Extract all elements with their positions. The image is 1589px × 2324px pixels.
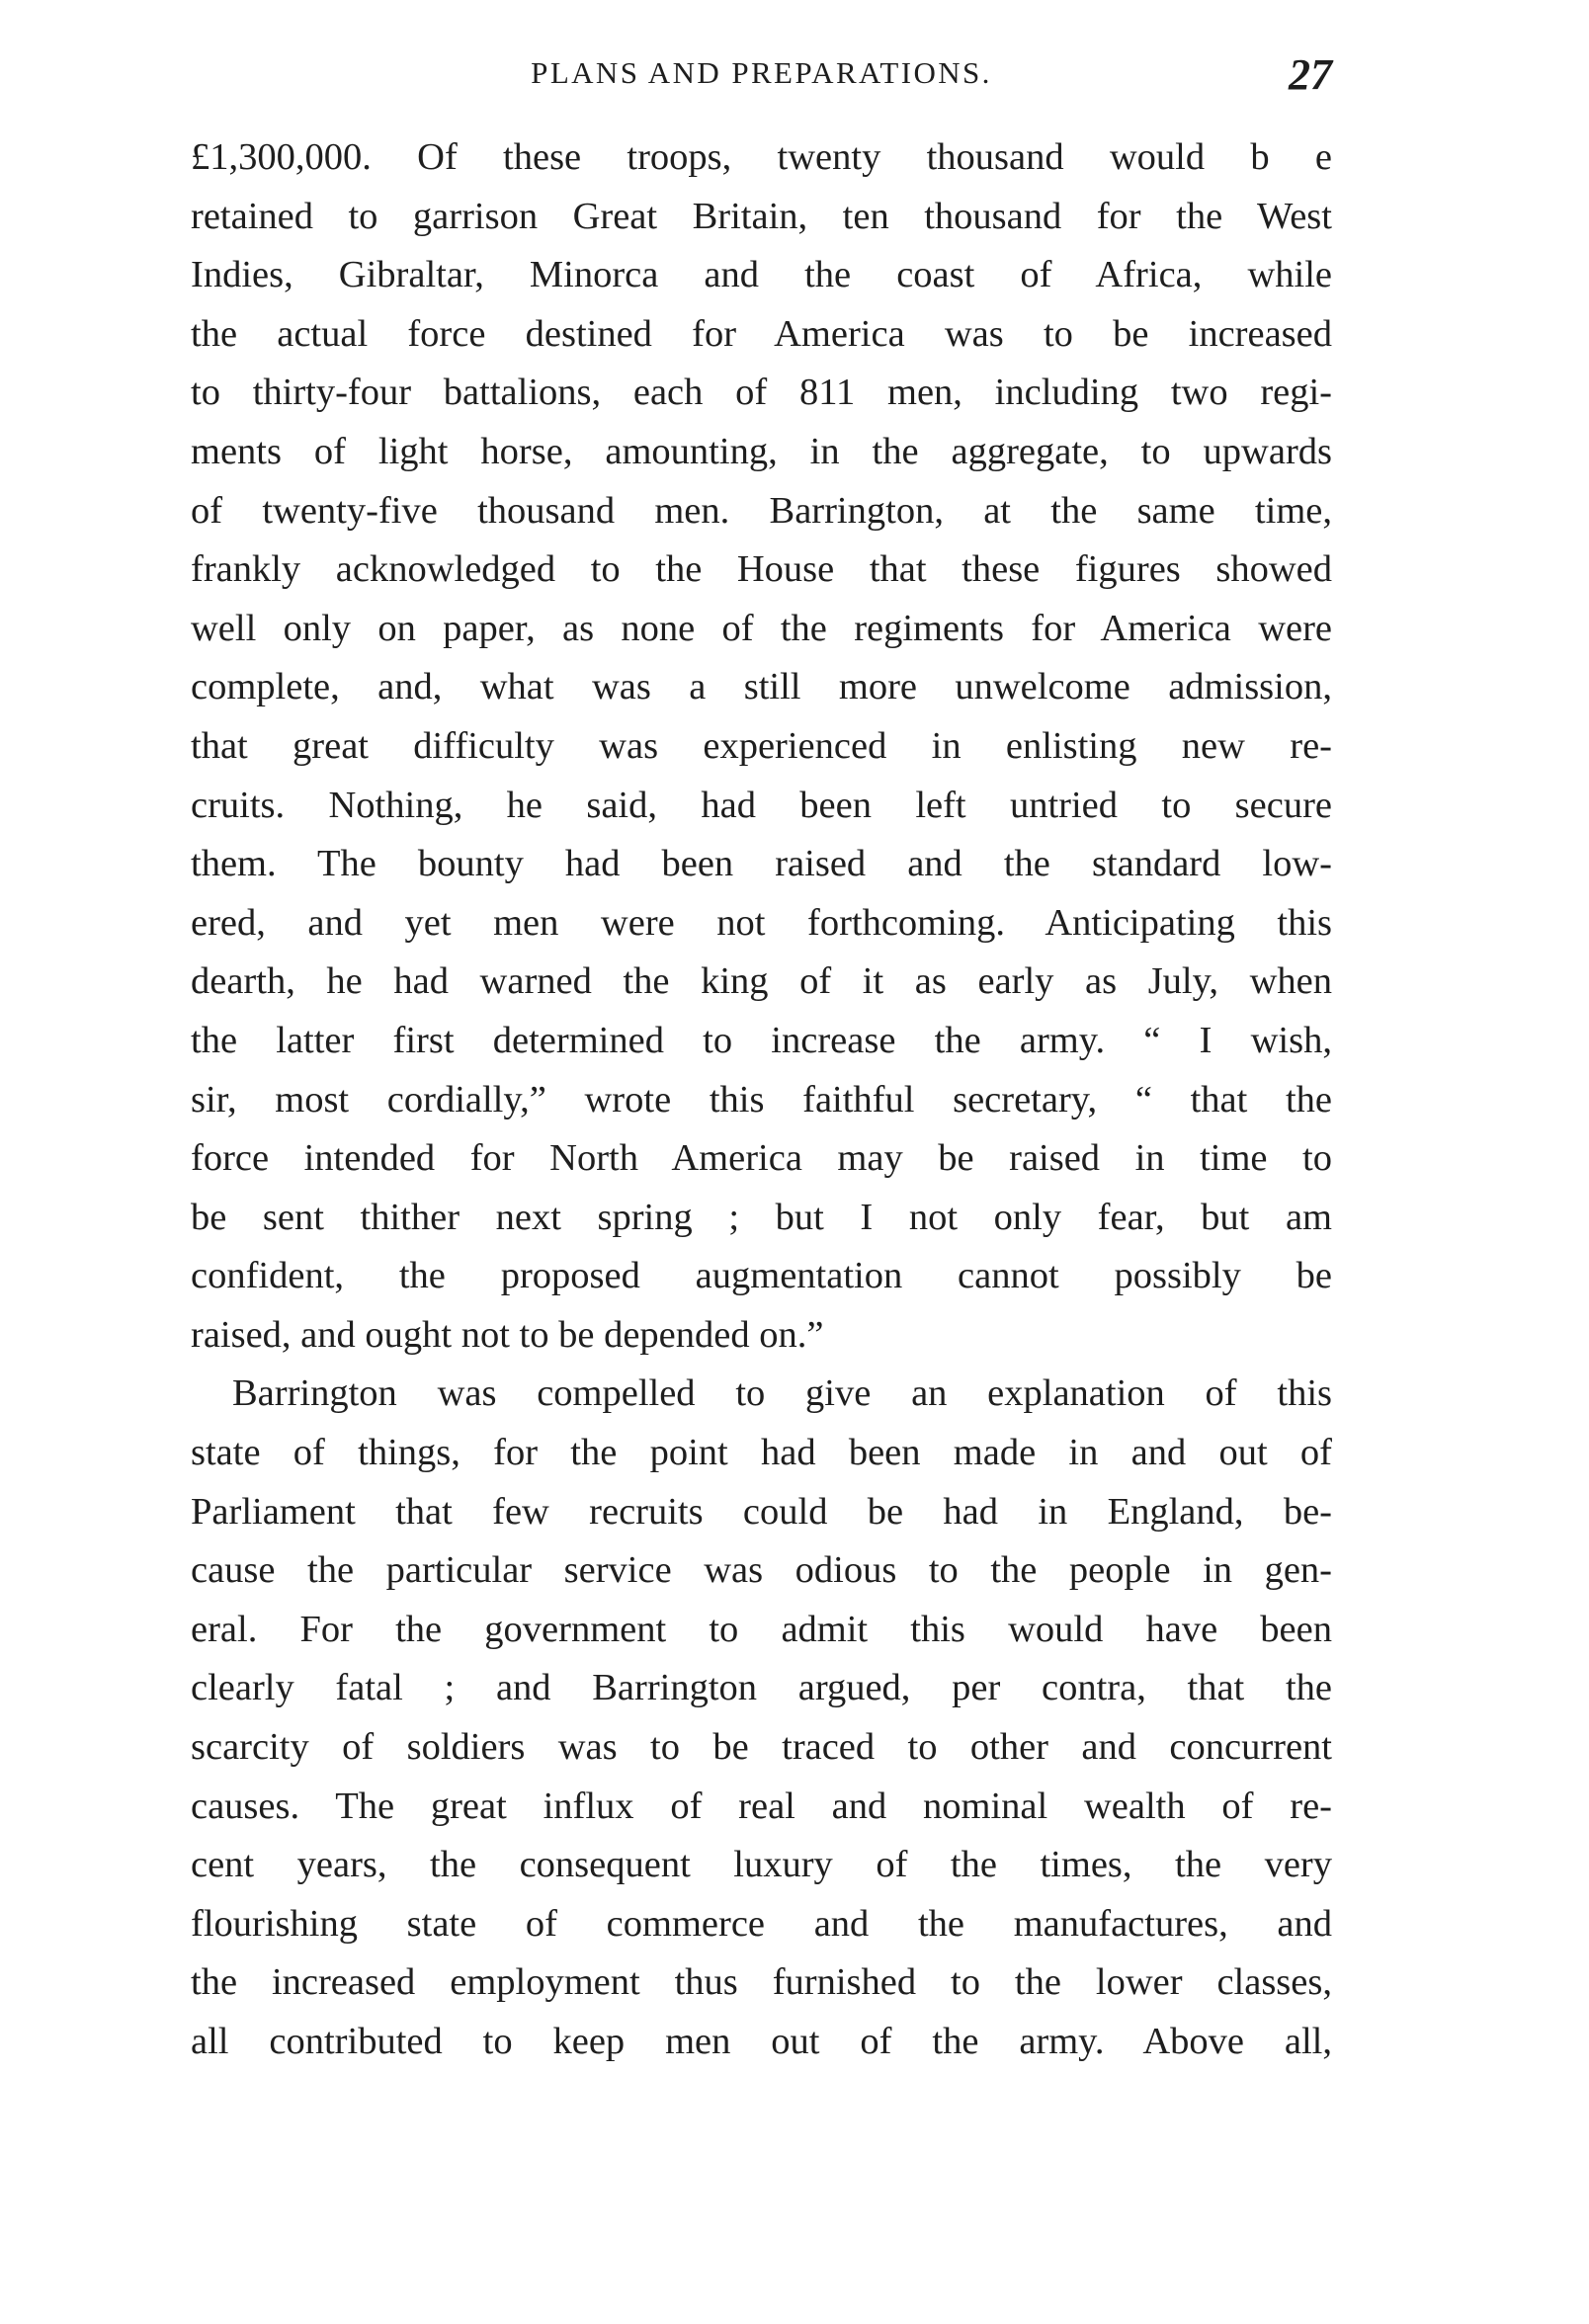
text-line: complete, and, what was a still more unwelcome admission,	[191, 666, 1332, 708]
text-line: confident, the proposed augmentation cannot possibly be	[191, 1255, 1332, 1297]
text-line: cruits. Nothing, he said, had been left untried to secure	[191, 784, 1332, 826]
text-line: causes. The great influx of real and nominal wealth of re-	[191, 1784, 1332, 1827]
text-line: be sent thither next spring ; but I not only fear, but am	[191, 1196, 1332, 1238]
text-line: ered, and yet men were not forthcoming. Anticipating this	[191, 901, 1332, 944]
text-line: the increased employment thus furnished to the lower classes,	[191, 1961, 1332, 2004]
text-line: retained to garrison Great Britain, ten thousand for the West	[191, 195, 1332, 237]
text-line: frankly acknowledged to the House that these figures showed	[191, 548, 1332, 591]
text-line: cent years, the consequent luxury of the times, the very	[191, 1844, 1332, 1886]
paragraph-2	[191, 1365, 1332, 2071]
text-line: ments of light horse, amounting, in the aggregate, to upwards	[191, 430, 1332, 472]
text-line: cause the particular service was odious to the people in gen-	[191, 1549, 1332, 1592]
text-line: eral. For the government to admit this would have been	[191, 1608, 1332, 1650]
text-line: Barrington was compelled to give an explanation of this	[232, 1372, 1332, 1415]
text-line: flourishing state of commerce and the manufactures, and	[191, 1902, 1332, 1945]
text-line: state of things, for the point had been made in and out of	[191, 1432, 1332, 1474]
text-line: Parliament that few recruits could be had in England, be-	[191, 1490, 1332, 1533]
text-line: that great difficulty was experienced in enlisting new re-	[191, 724, 1332, 767]
text-line: dearth, he had warned the king of it as early as July, when	[191, 960, 1332, 1003]
paragraph-1	[191, 128, 1332, 1365]
text-line: the latter first determined to increase the army. “ I wish,	[191, 1019, 1332, 1061]
text-line: the actual force destined for America was to be increased	[191, 312, 1332, 355]
text-line: to thirty-four battalions, each of 811 men, including two regi-	[191, 372, 1332, 414]
text-line: £1,300,000. Of these troops, twenty thousand would b e	[191, 136, 1332, 178]
text-line: them. The bounty had been raised and the standard low-	[191, 843, 1332, 885]
text-line: sir, most cordially,” wrote this faithful secretary, “ that the	[191, 1078, 1332, 1120]
running-head	[191, 49, 1332, 109]
text-line: raised, and ought not to be depended on.”	[191, 1313, 824, 1356]
page-number: 27	[1289, 50, 1332, 99]
text-line: clearly fatal ; and Barrington argued, per contra, that the	[191, 1667, 1332, 1709]
text-line: all contributed to keep men out of the army. Above all,	[191, 2021, 1332, 2062]
text-line: Indies, Gibraltar, Minorca and the coast of Africa, while	[191, 254, 1332, 296]
text-line: well only on paper, as none of the regiments for America were	[191, 607, 1332, 649]
text-line: scarcity of soldiers was to be traced to other and concurrent	[191, 1726, 1332, 1769]
running-title: PLANS AND PREPARATIONS.	[531, 55, 992, 90]
text-line: of twenty-five thousand men. Barrington, at the same time,	[191, 489, 1332, 532]
body-text	[191, 128, 1332, 2072]
text-line: force intended for North America may be raised in time to	[191, 1137, 1332, 1180]
